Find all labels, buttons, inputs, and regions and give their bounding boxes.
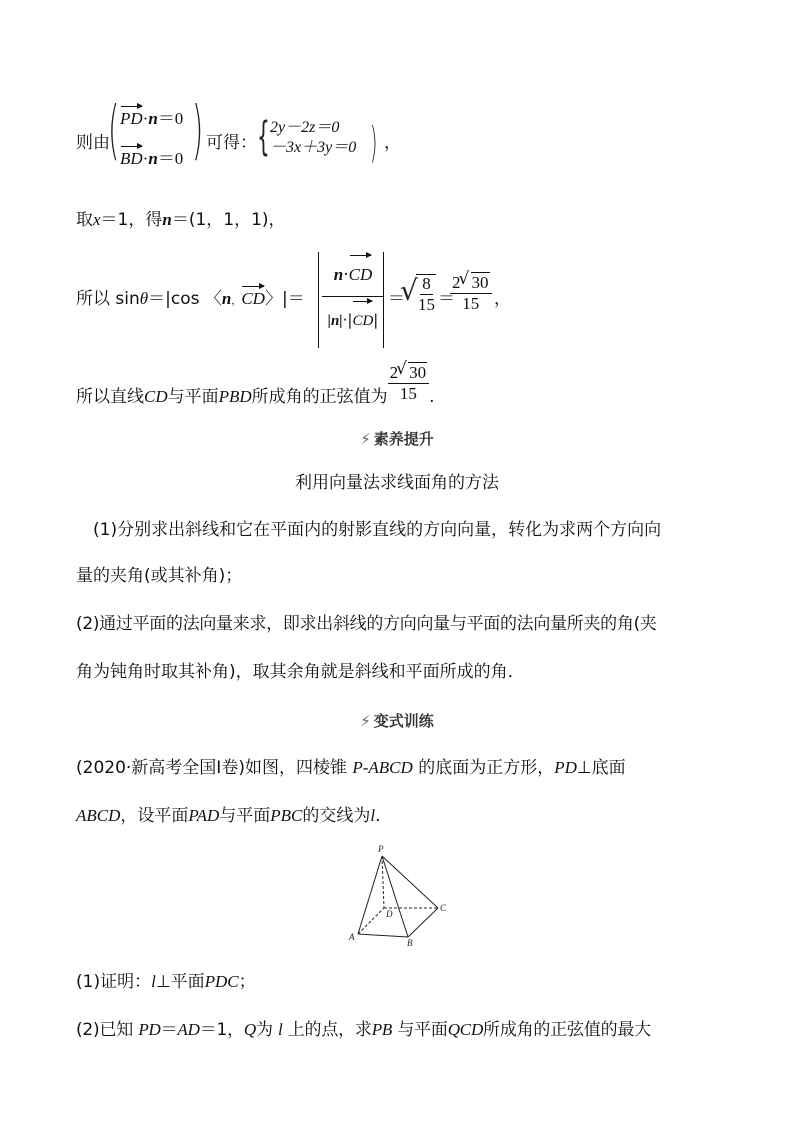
badge-bianshi: ⚡ 变式训练 — [360, 712, 434, 730]
edge-PD — [382, 856, 384, 908]
question-line-1: (2020·新高考全国Ⅰ卷)如图，四棱锥 P-ABCD 的底面为正方形，PD⊥底面 — [76, 758, 626, 778]
comma-1: ， — [384, 133, 401, 153]
lightning-icon: ⚡ — [360, 430, 371, 448]
system-1: PD·n＝0 BD·n＝0 — [120, 109, 184, 168]
line-system — [76, 94, 676, 194]
badge-suyang: ⚡ 素养提升 — [360, 430, 434, 448]
label-C: C — [440, 903, 447, 913]
line-sin-theta: 所以 sinθ＝|cos 〈n，CD〉|＝ n·CD |n|·|CD| ＝ √ $\frac{8}{15}$ ＝ $\frac{2√ 30}{15}$ ， — [76, 250, 716, 350]
edge-BC — [408, 908, 438, 937]
frac-answer: $\frac{2√ 30}{15}$ — [388, 362, 430, 404]
section-subtitle: 利用向量法求线面角的方法 — [295, 473, 499, 493]
label-D: D — [386, 909, 393, 919]
abs-bar-left — [318, 252, 319, 348]
method-1-line-2: 量的夹角(或其补角)； — [76, 566, 243, 586]
edge-AB — [358, 934, 408, 937]
subquestion-1: (1)证明：l⊥平面PDC； — [76, 972, 256, 992]
system-2 — [270, 118, 356, 158]
subquestion-2: (2)已知 PD＝AD＝1，Q为 l 上的点，求PB 与平面QCD所成角的正弦值的最大 — [76, 1020, 652, 1040]
text-zeyou: 则由 — [76, 133, 110, 153]
text-kede: 可得： — [206, 133, 257, 153]
frac-2sqrt30-15: $\frac{2√ 30}{15}$ — [450, 272, 492, 314]
left-brace-2: { — [257, 114, 270, 160]
line-take-x: 取x＝1，得n＝(1，1，1)， — [76, 210, 286, 230]
method-1-line-1: (1)分别求出斜线和它在平面内的射影直线的方向向量，转化为求两个方向向 — [93, 520, 662, 540]
method-2-line-1: (2)通过平面的法向量来求，即求出斜线的方向向量与平面的法向量所夹的角(夹 — [76, 614, 657, 634]
big-fraction: n·CD |n|·|CD| — [322, 258, 384, 337]
abs-bar-right — [383, 252, 384, 348]
eq-3x-3y: －3x＋3y＝0 — [270, 139, 357, 156]
right-paren-2: ) — [370, 118, 378, 167]
method-2-line-2: 角为钝角时取其补角)，取其余角就是斜线和平面所成的角． — [76, 662, 525, 682]
line-conclusion: 所以直线CD与平面PBD所成角的正弦值为 $\frac{2√ 30}{15}$ . — [76, 362, 435, 412]
label-A: A — [349, 932, 355, 942]
pyramid-figure — [340, 842, 460, 954]
eq-2y-2z: 2y－2z＝0 — [270, 119, 340, 136]
label-B: B — [407, 938, 413, 948]
question-line-2: ABCD，设平面PAD与平面PBC的交线为l. — [76, 806, 381, 826]
left-paren-1: ( — [108, 94, 120, 168]
label-P: P — [378, 844, 384, 854]
right-paren-1: ) — [192, 94, 204, 168]
vec-bd: BD — [120, 149, 143, 168]
lightning-icon: ⚡ — [360, 712, 371, 730]
vec-pd: PD — [120, 109, 143, 128]
